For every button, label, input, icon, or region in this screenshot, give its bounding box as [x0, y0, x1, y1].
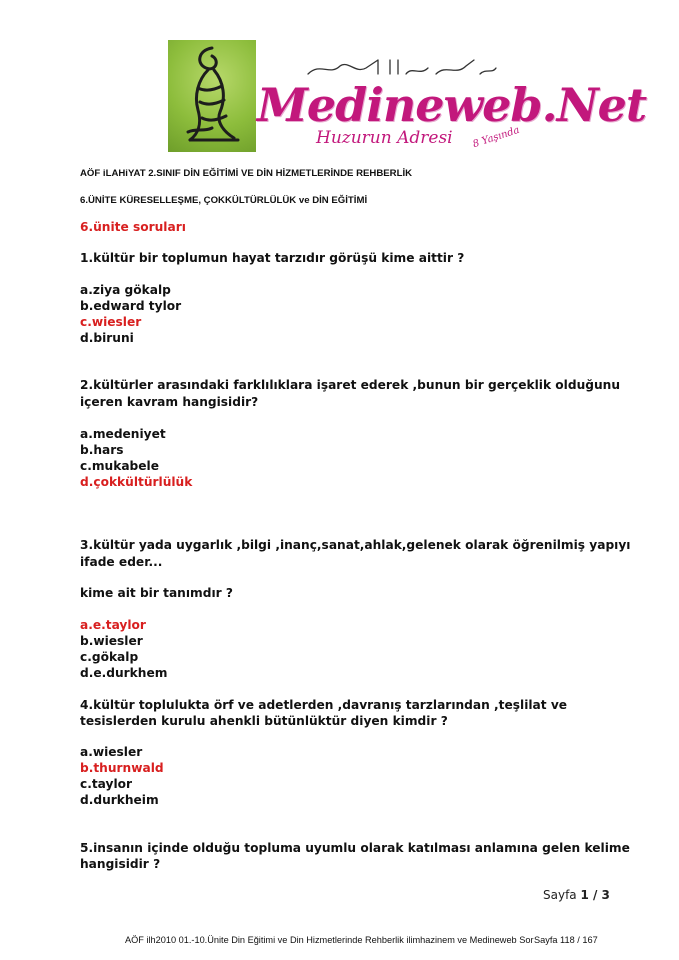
brand-age: 8 Yaşında	[471, 124, 521, 151]
question-1-option-d: d.biruni	[80, 331, 134, 345]
page-indicator-prefix: Sayfa	[543, 888, 581, 902]
question-1-option-b: b.edward tylor	[80, 299, 182, 313]
question-3-option-b: b.wiesler	[80, 634, 143, 648]
brand-name: Medineweb.Net	[257, 78, 647, 132]
question-2-option-b: b.hars	[80, 443, 124, 457]
footer-text: AÖF ilh2010 01.-10.Ünite Din Eğitimi ve Din Hizmetlerinde Rehberlik ilimhazinem ve Medineweb Sor	[125, 935, 534, 945]
question-3-option-a-answer: a.e.taylor	[80, 618, 146, 632]
question-4-option-b-answer: b.thurnwald	[80, 761, 164, 775]
question-2-text-cont: içeren kavram hangisidir?	[80, 395, 259, 409]
question-2-text: 2.kültürler arasındaki farklılıklara işaret ederek ,bunun bir gerçeklik olduğunu	[80, 378, 620, 392]
question-4-text: 4.kültür toplulukta örf ve adetlerden ,davranış tarzlarından ,teşlilat ve	[80, 698, 568, 712]
calligraphy-figure-icon	[168, 40, 256, 152]
calligraphy-logo	[168, 40, 256, 152]
question-3-option-d: d.e.durkhem	[80, 666, 168, 680]
brand-tagline: Huzurun Adresi	[316, 128, 453, 148]
question-1-option-c-answer: c.wiesler	[80, 315, 142, 329]
question-1-text: 1.kültür bir toplumun hayat tarzıdır görüşü kime aittir ?	[80, 251, 465, 265]
page-indicator-number: 1 / 3	[580, 888, 610, 902]
question-1-option-a: a.ziya gökalp	[80, 283, 171, 297]
question-4-option-a: a.wiesler	[80, 745, 143, 759]
question-3-text: 3.kültür yada uygarlık ,bilgi ,inanç,sanat,ahlak,gelenek olarak öğrenilmiş yapıyı	[80, 538, 631, 552]
basmala-calligraphy	[300, 56, 500, 80]
question-2-option-a: a.medeniyet	[80, 427, 166, 441]
question-4-option-d: d.durkheim	[80, 793, 159, 807]
question-3-prompt: kime ait bir tanımdır ?	[80, 586, 233, 600]
page-indicator	[543, 888, 610, 902]
question-5-text: 5.insanın içinde olduğu topluma uyumlu olarak katılması anlamına gelen kelime	[80, 841, 630, 855]
question-4-text-cont: tesislerden kurulu ahenkli bütünlüktür diyen kimdir ?	[80, 714, 448, 728]
question-3-text-cont: ifade eder...	[80, 555, 163, 569]
question-3-option-c: c.gökalp	[80, 650, 139, 664]
footer-page-number: Sayfa 118 / 167	[534, 935, 598, 945]
question-5-text-cont: hangisidir ?	[80, 857, 161, 871]
question-2-option-d-answer: d.çokkültürlülük	[80, 475, 193, 489]
question-4-option-c: c.taylor	[80, 777, 133, 791]
section-title: 6.ünite soruları	[80, 220, 186, 234]
course-heading: AÖF iLAHiYAT 2.SINIF DİN EĞİTİMİ VE DİN HİZMETLERİNDE REHBERLİK	[80, 168, 413, 179]
question-2-option-c: c.mukabele	[80, 459, 159, 473]
unit-heading: 6.ÜNİTE KÜRESELLEŞME, ÇOKKÜLTÜRLÜLÜK ve DİN EĞİTİMİ	[80, 195, 368, 206]
